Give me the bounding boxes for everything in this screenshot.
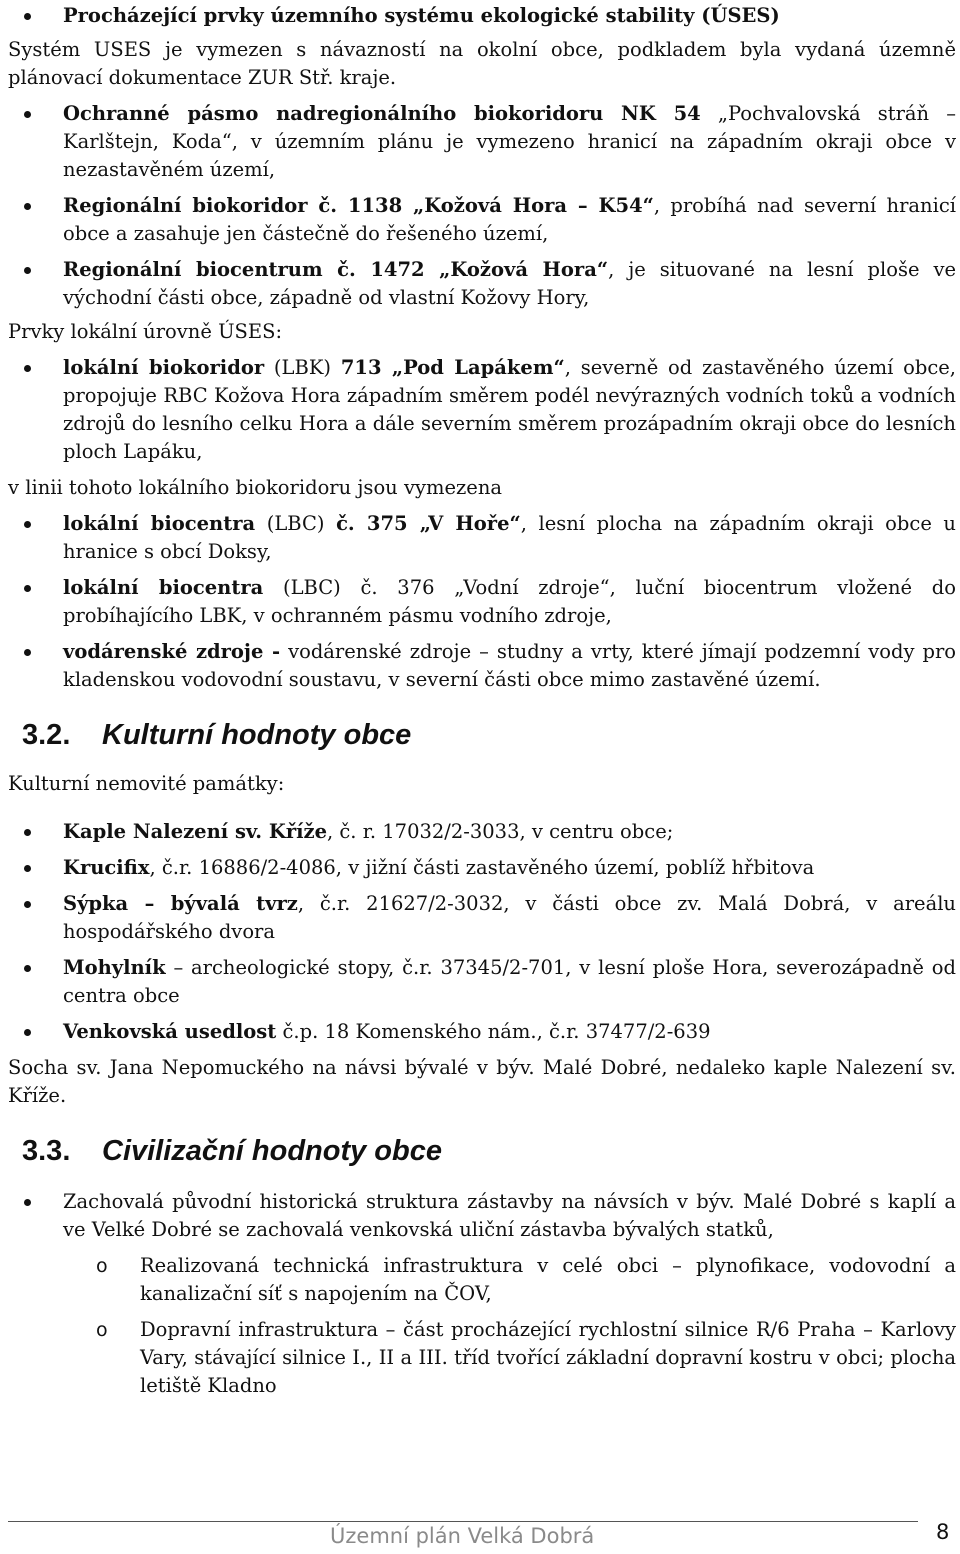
list-item: Mohylník – archeologické stopy, č.r. 37345/2-701, v lesní ploše Hora, severozápadně od centra obce	[8, 954, 956, 1010]
footer-divider	[8, 1521, 918, 1522]
list-item: lokální biokoridor (LBK) 713 „Pod Lapákem“, severně od zastavěného území obce, propojuje RBC Kožova Hora západním směrem podél nevýrazných vodních toků a vodních zdrojů do lesního celku Hora a dále severním směrem prozápadním okraji obce do lesních ploch Lapáku,	[8, 354, 956, 466]
list-item: Krucifix, č.r. 16886/2-4086, v jižní části zastavěného území, poblíž hřbitova	[8, 854, 956, 882]
page-number: 8	[936, 1520, 950, 1544]
culture-lead: Kulturní nemovité památky:	[8, 772, 285, 795]
document-page	[8, 0, 956, 1400]
civil-subitems-list	[8, 1252, 956, 1400]
list-item: Sýpka – bývalá tvrz, č.r. 21627/2-3032, v části obce zv. Malá Dobrá, v areálu hospodářského dvora	[8, 890, 956, 946]
sub-list-item: o Dopravní infrastruktura – část procházející rychlostní silnice R/6 Praha – Karlovy Vary, stávající silnice I., II a III. tříd tvořící základní dopravní kostru v obci; plocha letiště Kladno	[8, 1316, 956, 1400]
list-item: Regionální biocentrum č. 1472 „Kožová Hora“, je situované na lesní ploše ve východní části obce, západně od vlastní Kožovy Hory,	[8, 256, 956, 312]
local-note: v linii tohoto lokálního biokoridoru jsou vymezena	[8, 476, 503, 499]
sub-list-item: o Realizovaná technická infrastruktura v celé obci – plynofikace, vodovodní a kanalizační síť s napojením na ČOV,	[8, 1252, 956, 1308]
list-item: Kaple Nalezení sv. Kříže, č. r. 17032/2-3033, v centru obce;	[8, 818, 956, 846]
list-item: Regionální biokoridor č. 1138 „Kožová Hora – K54“, probíhá nad severní hranicí obce a zasahuje jen částečně do řešeného území,	[8, 192, 956, 248]
footer-title: Územní plán Velká Dobrá	[330, 1524, 595, 1548]
section-heading-civil: 3.3. Civilizační hodnoty obce	[22, 1135, 442, 1167]
list-item: Venkovská usedlost č.p. 18 Komenského nám., č.r. 37477/2-639	[8, 1018, 956, 1046]
local-items-list	[8, 354, 956, 466]
list-item: vodárenské zdroje - vodárenské zdroje – studny a vrty, které jímají podzemní vody pro kladenskou vodovodní soustavu, v severní části obce mimo zastavěné území.	[8, 638, 956, 694]
section-heading-culture: 3.2. Kulturní hodnoty obce	[22, 719, 412, 751]
uses-items-list	[8, 100, 956, 312]
local-centra-list	[8, 510, 956, 694]
uses-heading: Procházející prvky územního systému ekologické stability (ÚSES)	[8, 2, 956, 30]
local-heading: Prvky lokální úrovně ÚSES:	[8, 320, 283, 343]
list-item: lokální biocentra (LBC) č. 375 „V Hoře“, lesní plocha na západním okraji obce u hranice s obcí Doksy,	[8, 510, 956, 566]
list-item: Zachovalá původní historická struktura zástavby na návsích v býv. Malé Dobré s kaplí a ve Velké Dobré se zachovalá venkovská uliční zástavba bývalých statků,	[8, 1188, 956, 1244]
uses-intro: Systém USES je vymezen s návazností na okolní obce, podkladem byla vydaná územně plánovací dokumentace ZUR Stř. kraje.	[8, 38, 956, 89]
list-item: lokální biocentra (LBC) č. 376 „Vodní zdroje“, luční biocentrum vložené do probíhajícího LBK, v ochranném pásmu vodního zdroje,	[8, 574, 956, 630]
culture-note: Socha sv. Jana Nepomuckého na návsi bývalé v býv. Malé Dobré, nedaleko kaple Nalezení sv. Kříže.	[8, 1056, 956, 1107]
list-item: Ochranné pásmo nadregionálního biokoridoru NK 54 „Pochvalovská stráň – Karlštejn, Koda“, v územním plánu je vymezeno hranicí na západním okraji obce v nezastavěném území,	[8, 100, 956, 184]
civil-items-list	[8, 1188, 956, 1244]
culture-items-list	[8, 818, 956, 1046]
uses-heading-list	[8, 2, 956, 30]
